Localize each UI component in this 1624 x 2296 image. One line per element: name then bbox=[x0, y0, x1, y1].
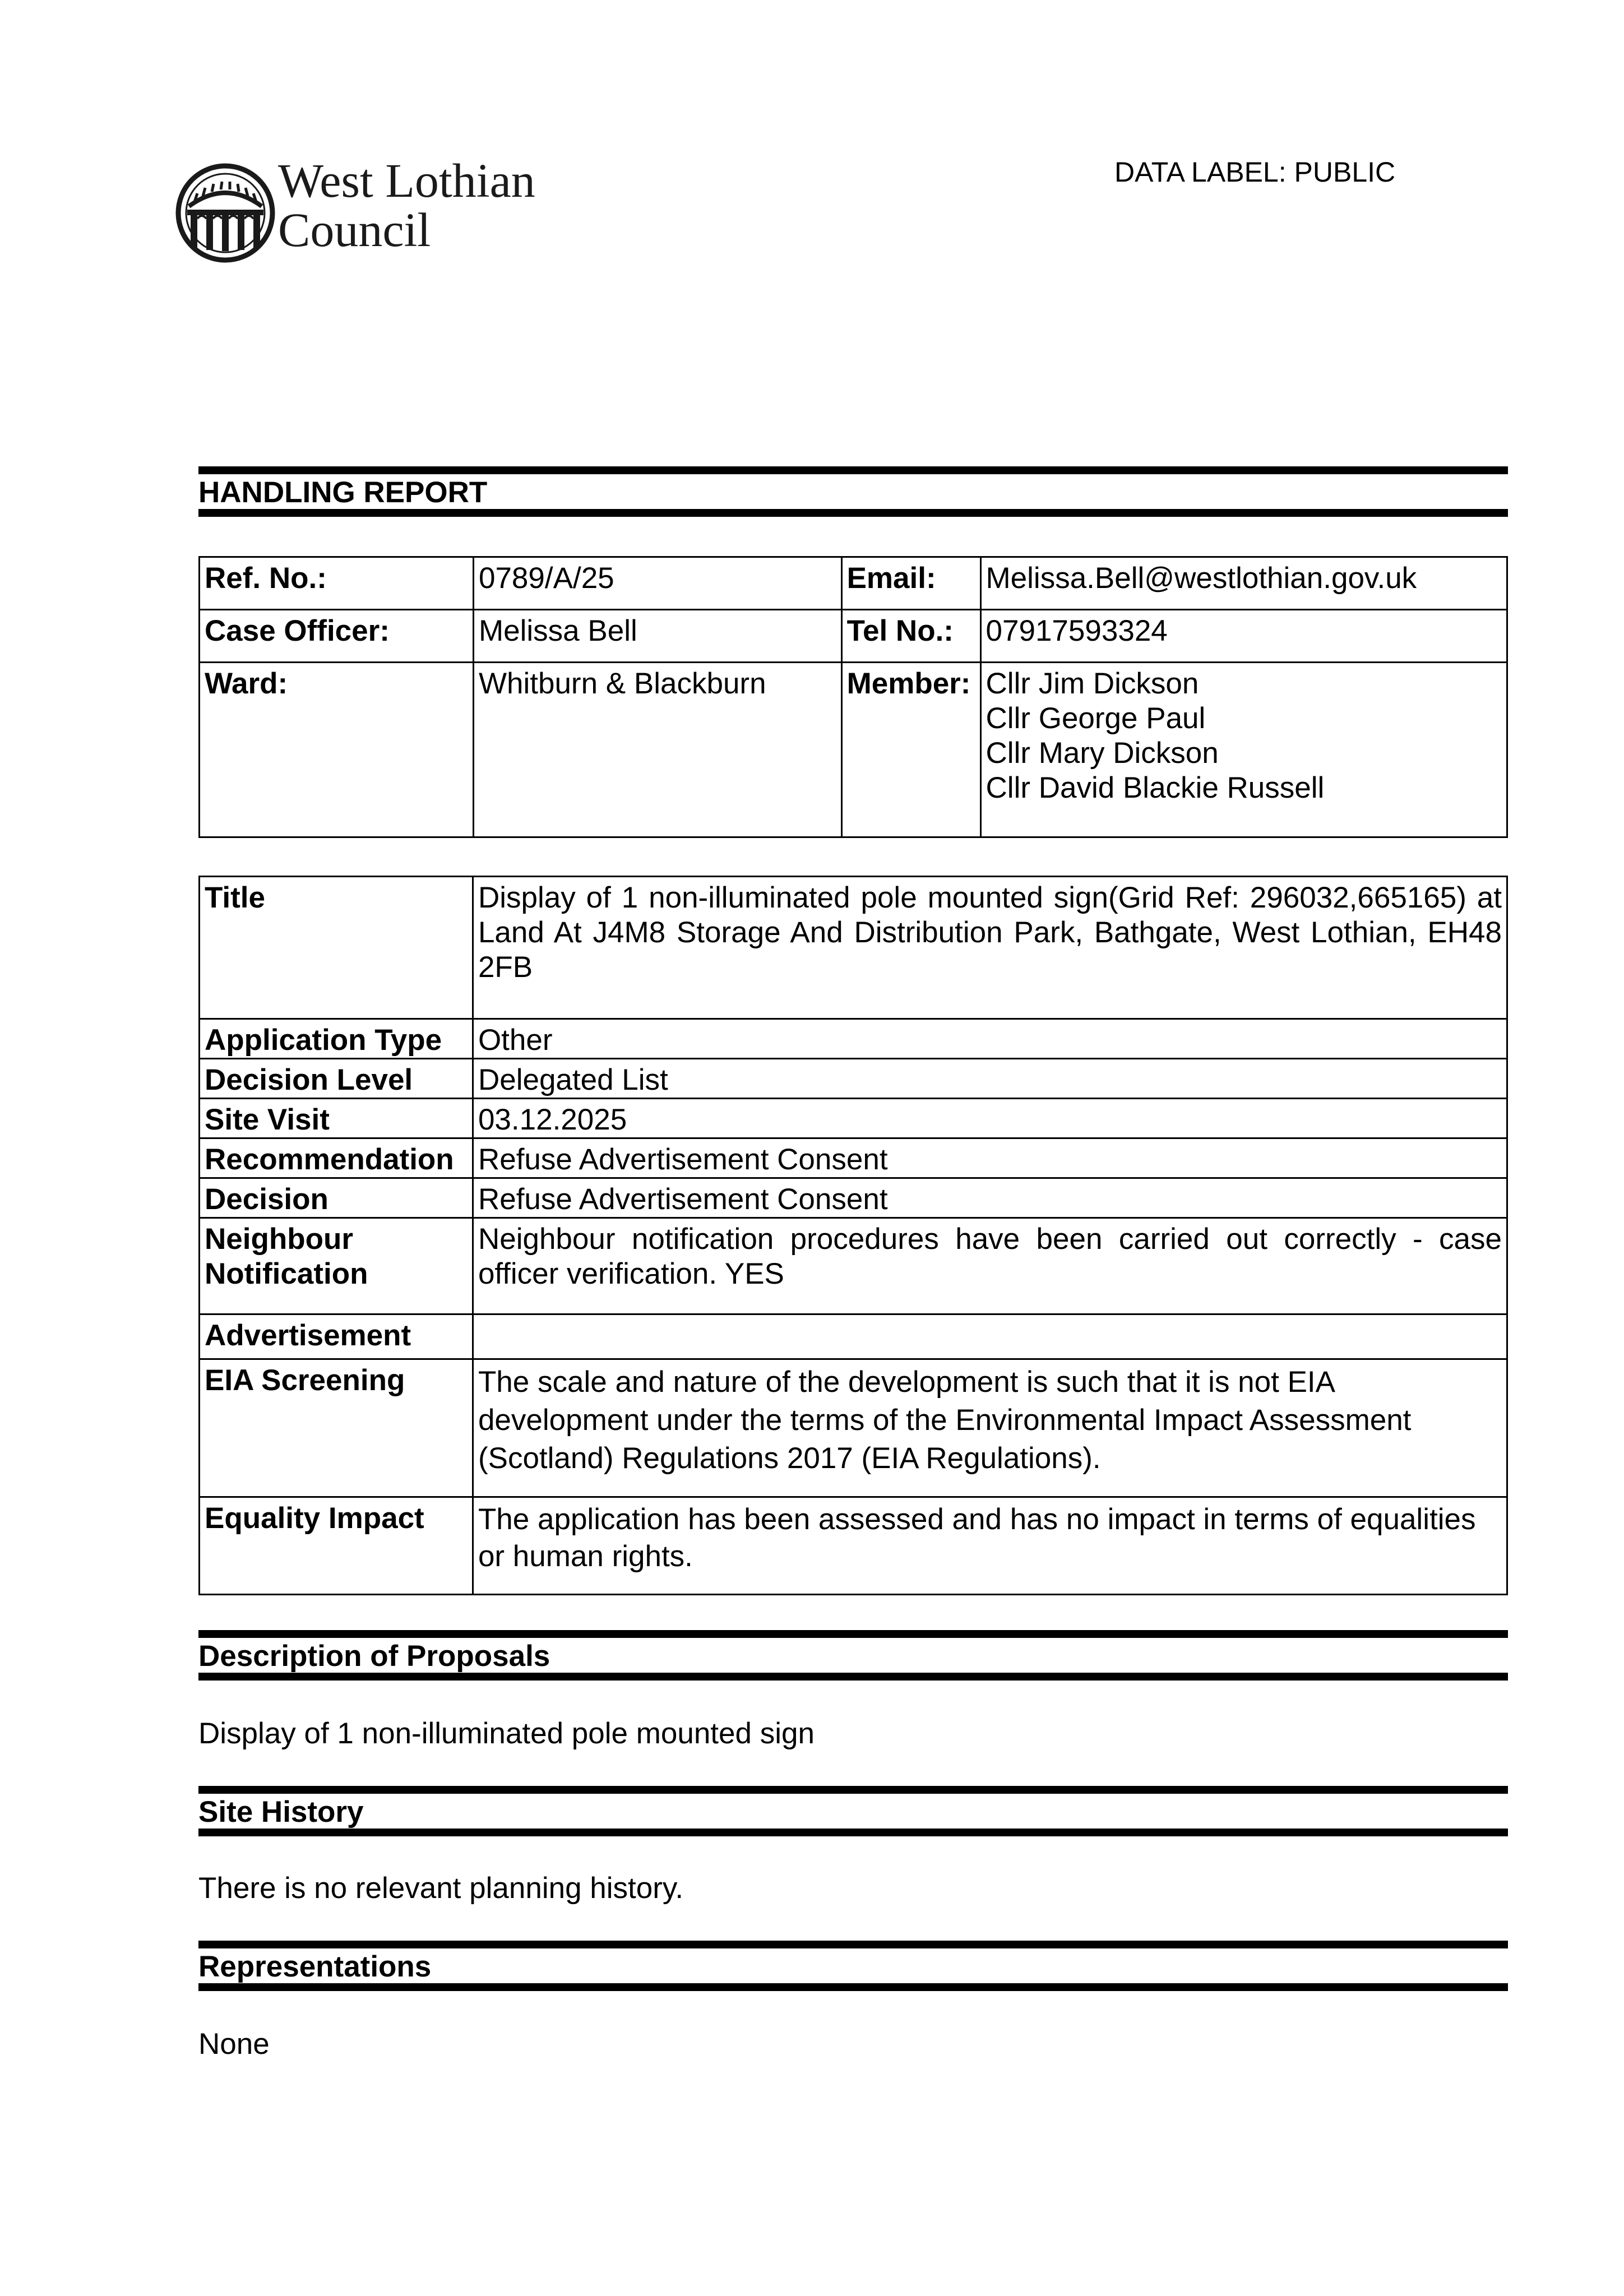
neighbour-notification-value: Neighbour notification procedures have been carried out correctly - case officer verification. YES bbox=[473, 1218, 1507, 1314]
neighbour-label-line: Neighbour bbox=[205, 1223, 353, 1256]
representations-text: None bbox=[198, 2027, 270, 2061]
site-visit-label: Site Visit bbox=[200, 1099, 473, 1138]
member-label: Member: bbox=[841, 663, 980, 837]
advertisement-label: Advertisement bbox=[200, 1314, 473, 1359]
viaduct-emblem-icon bbox=[175, 163, 276, 263]
recommendation-value: Refuse Advertisement Consent bbox=[473, 1138, 1507, 1178]
proposals-text: Display of 1 non-illuminated pole mounted sign bbox=[198, 1717, 815, 1750]
divider bbox=[198, 1673, 1508, 1681]
divider bbox=[198, 466, 1508, 474]
equality-impact-label: Equality Impact bbox=[200, 1497, 473, 1595]
case-officer-label: Case Officer: bbox=[200, 610, 474, 663]
logo-wordmark bbox=[278, 154, 535, 257]
application-details-table bbox=[198, 876, 1508, 1595]
ref-label: Ref. No.: bbox=[200, 557, 474, 610]
decision-value: Refuse Advertisement Consent bbox=[473, 1178, 1507, 1218]
ward-label: Ward: bbox=[200, 663, 474, 837]
member-item: Cllr Mary Dickson bbox=[985, 737, 1219, 770]
title-label: Title bbox=[200, 877, 473, 1019]
advertisement-value bbox=[473, 1314, 1507, 1359]
proposals-heading: Description of Proposals bbox=[198, 1640, 550, 1673]
divider bbox=[198, 1941, 1508, 1948]
eia-screening-label: EIA Screening bbox=[200, 1359, 473, 1497]
divider bbox=[198, 1829, 1508, 1836]
tel-label: Tel No.: bbox=[841, 610, 980, 663]
divider bbox=[198, 509, 1508, 517]
equality-impact-value: The application has been assessed and has no impact in terms of equalities or human rights. bbox=[473, 1497, 1507, 1595]
neighbour-label-line: Notification bbox=[205, 1257, 368, 1290]
divider bbox=[198, 1983, 1508, 1991]
logo-line-1: West Lothian bbox=[278, 154, 535, 207]
logo-line-2: Council bbox=[278, 203, 431, 257]
email-value: Melissa.Bell@westlothian.gov.uk bbox=[980, 557, 1507, 610]
site-history-heading: Site History bbox=[198, 1795, 364, 1829]
council-logo bbox=[175, 154, 556, 267]
application-type-value: Other bbox=[473, 1019, 1507, 1059]
neighbour-notification-label bbox=[200, 1218, 473, 1314]
ward-value: Whitburn & Blackburn bbox=[473, 663, 841, 837]
site-visit-value: 03.12.2025 bbox=[473, 1099, 1507, 1138]
decision-label: Decision bbox=[200, 1178, 473, 1218]
ref-value: 0789/A/25 bbox=[473, 557, 841, 610]
member-item: Cllr Jim Dickson bbox=[985, 667, 1199, 700]
divider bbox=[198, 1630, 1508, 1638]
divider bbox=[198, 1786, 1508, 1794]
eia-screening-value: The scale and nature of the development is such that it is not EIA development under the terms of the Environmental Impact Assessment (Scotland) Regulations 2017 (EIA Regulations). bbox=[473, 1359, 1507, 1497]
case-officer-value: Melissa Bell bbox=[473, 610, 841, 663]
site-history-text: There is no relevant planning history. bbox=[198, 1872, 684, 1905]
member-item: Cllr George Paul bbox=[985, 702, 1206, 735]
title-value: Display of 1 non-illuminated pole mounted sign(Grid Ref: 296032,665165) at Land At J4M8 Storage And Distribution Park, Bathgate, West Lothian, EH48 2FB bbox=[473, 877, 1507, 1019]
representations-heading: Representations bbox=[198, 1950, 432, 1983]
decision-level-label: Decision Level bbox=[200, 1059, 473, 1099]
decision-level-value: Delegated List bbox=[473, 1059, 1507, 1099]
email-label: Email: bbox=[841, 557, 980, 610]
application-type-label: Application Type bbox=[200, 1019, 473, 1059]
member-list bbox=[980, 663, 1507, 837]
recommendation-label: Recommendation bbox=[200, 1138, 473, 1178]
tel-value: 07917593324 bbox=[980, 610, 1507, 663]
report-title: HANDLING REPORT bbox=[198, 476, 488, 509]
member-item: Cllr David Blackie Russell bbox=[985, 771, 1325, 804]
data-label: DATA LABEL: PUBLIC bbox=[1114, 156, 1396, 188]
case-details-table bbox=[198, 556, 1508, 838]
